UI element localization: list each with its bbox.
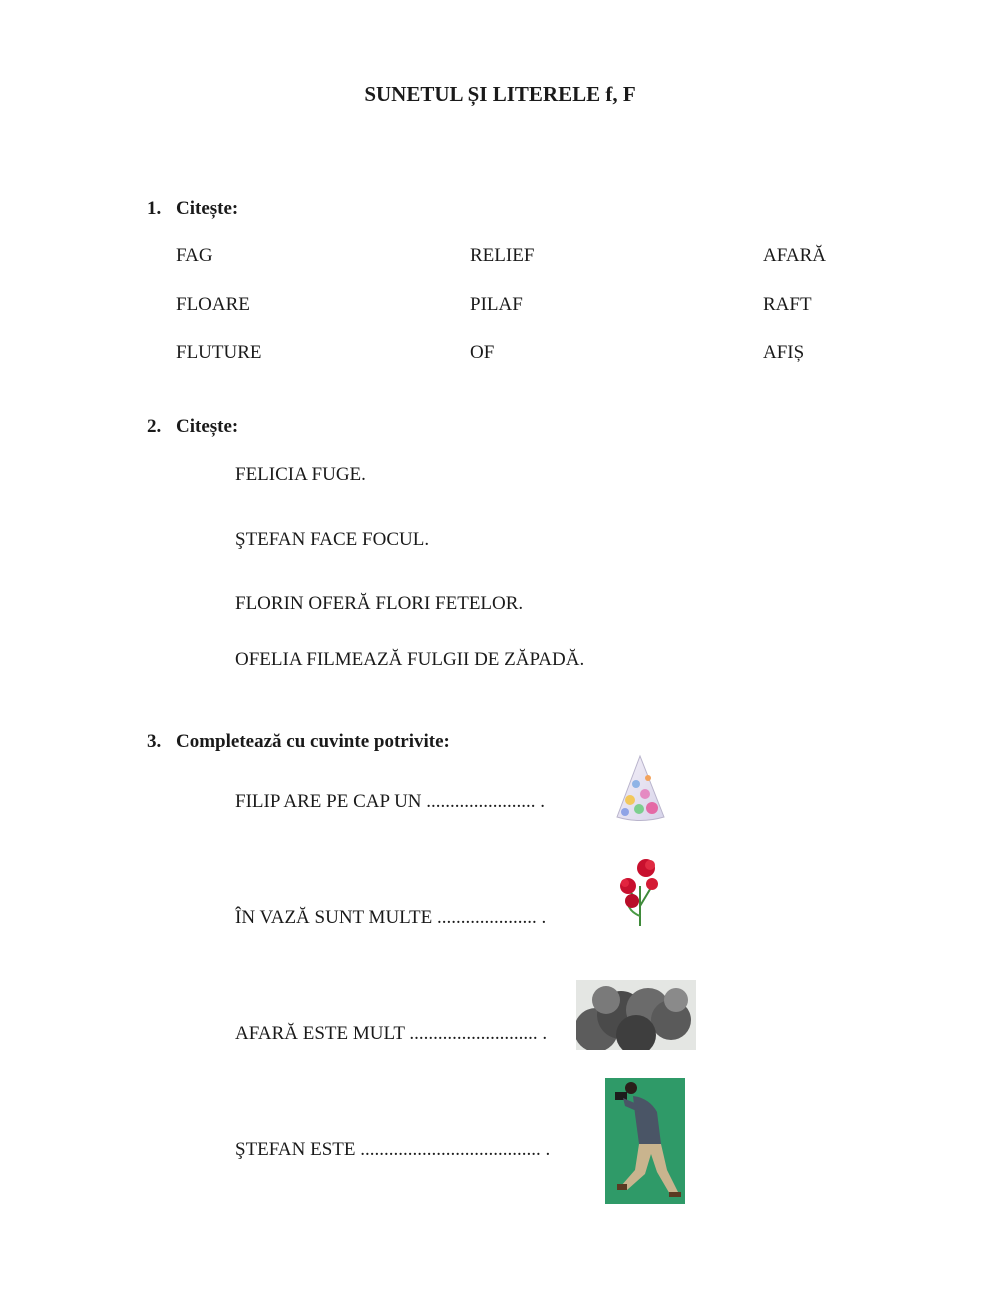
exercise-1-number: 1. (147, 198, 162, 219)
smoke-image (576, 980, 696, 1050)
exercise-2-heading (147, 416, 238, 438)
word-cell: FLOARE (176, 294, 250, 315)
fill-in-sentence: ÎN VAZĂ SUNT MULTE ..................... . (235, 907, 547, 928)
word-cell: AFARĂ (763, 245, 826, 266)
word-cell: RELIEF (470, 245, 535, 266)
exercise-3-heading (147, 731, 450, 753)
sentence: ŞTEFAN FACE FOCUL. (235, 529, 430, 550)
exercise-3-number: 3. (147, 731, 162, 752)
fill-in-sentence: ŞTEFAN ESTE ...................................... . (235, 1139, 551, 1160)
sentence: OFELIA FILMEAZĂ FULGII DE ZĂPADĂ. (235, 649, 585, 670)
party-hat-image (612, 754, 668, 822)
exercise-2-instruction: Citește: (176, 416, 239, 437)
sentence: FLORIN OFERĂ FLORI FETELOR. (235, 593, 524, 614)
fill-in-sentence: FILIP ARE PE CAP UN ....................... . (235, 791, 546, 812)
carnation-flowers-image (616, 856, 664, 930)
word-cell: OF (470, 342, 495, 363)
word-cell: FLUTURE (176, 342, 262, 363)
word-cell: FAG (176, 245, 213, 266)
sentence: FELICIA FUGE. (235, 464, 366, 485)
fill-in-sentence: AFARĂ ESTE MULT ........................... . (235, 1023, 548, 1044)
exercise-1-instruction: Citește: (176, 198, 239, 219)
word-cell: PILAF (470, 294, 523, 315)
exercise-1-heading (147, 198, 238, 220)
word-cell: RAFT (763, 294, 812, 315)
page-title: SUNETUL ȘI LITERELE f, F (364, 82, 636, 106)
photographer-image (605, 1078, 685, 1204)
exercise-2-number: 2. (147, 416, 162, 437)
exercise-3-instruction: Completează cu cuvinte potrivite: (176, 731, 450, 752)
word-cell: AFIȘ (763, 342, 805, 363)
